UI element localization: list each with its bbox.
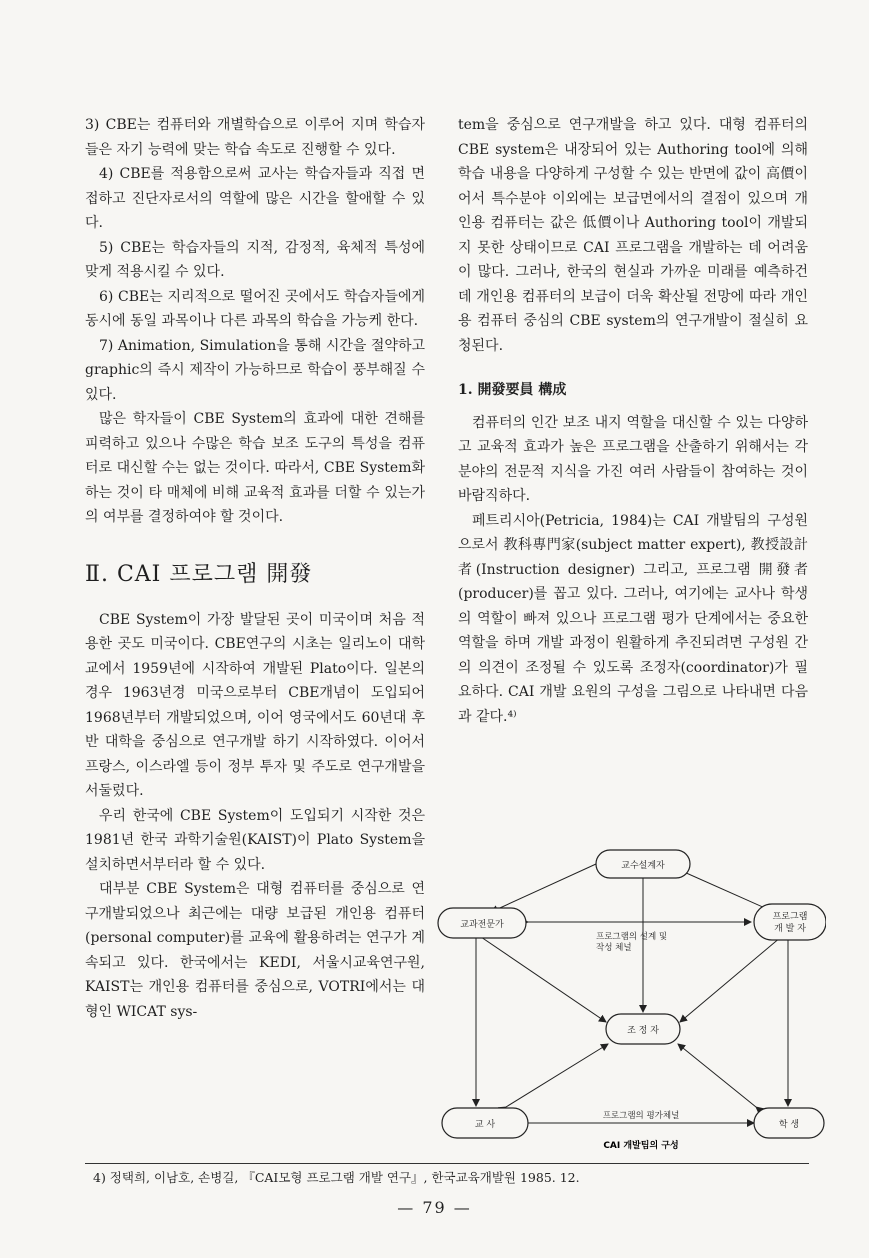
bottom-edge-label: 프로그램의 평가체널: [602, 1111, 680, 1121]
left-column: [85, 113, 425, 1024]
node-teacher-label: 교 사: [474, 1120, 496, 1130]
paragraph: CBE System이 가장 발달된 곳이 미국이며 처음 적용한 곳도 미국이다. CBE연구의 시초는 일리노이 대학교에서 1959년에 시작하여 개발된 Plato이다. 일본의 경우 1963년경 미국으로부터 CBE개념이 도입되어 1968년부터 개발되었으며, 이어 영국에서도 60년대 후반 대학을 중심으로 연구개발 하기 시작하였다. 이어서 프랑스, 이스라엘 등이 정부 투자 및 주도로 연구개발을 서둘렀다.: [85, 611, 425, 799]
node-subject-expert-label: 교과전문가: [460, 920, 504, 930]
paragraph: 대부분 CBE System은 대형 컴퓨터를 중심으로 연구개발되었으나 최근에는 대량 보급된 개인용 컴퓨터(personal computer)를 교육에 활용하려는 연구가 계속되고 있다. 한국에서는 KEDI, 서울시교육연구원, KAIST는 개인용 컴퓨터를 중심으로, VOTRI에서는 대형인 WICAT sys-: [85, 881, 425, 1020]
cai-team-diagram: [436, 842, 826, 1162]
right-column: [458, 113, 808, 729]
center-edge-label-1: 프로그램의 설계 및: [596, 932, 668, 942]
footnote-rule: [85, 1163, 809, 1164]
paragraph: 3) CBE는 컴퓨터와 개별학습으로 이루어 지며 학습자들은 자기 능력에 맞는 학습 속도로 진행할 수 있다.: [85, 117, 425, 158]
center-edge-label-2: 작성 체널: [596, 943, 632, 953]
paragraph: 페트리시아(Petricia, 1984)는 CAI 개발팀의 구성원으로서 教科專門家(subject matter expert), 教授設計者(Instruction designer) 그리고, 프로그램 開發者(producer)를 꼽고 있다. 그러나, 여기에는 교사나 학생의 역할이 빠져 있으나 프로그램 평가 단계에서는 중요한 역할을 하며 개발 과정이 원활하게 추진되려면 구성원 간의 의견이 조정될 수 있도록 조정자(coordinator)가 필요하다. CAI 개발 요원의 구성을 그림으로 나타내면 다음과 같다.⁴⁾: [458, 512, 808, 725]
node-producer: [754, 904, 826, 940]
edge-producer-coordinator: [680, 937, 781, 1022]
footnote: 4) 정택희, 이남호, 손병길, 『CAI모형 프로그램 개발 연구』, 한국교육개발원 1985. 12.: [93, 1170, 580, 1185]
paragraph: 많은 학자들이 CBE System의 효과에 대한 견해를 피력하고 있으나 수많은 학습 보조 도구의 특성을 컴퓨터로 대신할 수는 없는 것이다. 따라서, CBE System화하는 것이 타 매체에 비해 교육적 효과를 더할 수 있는가의 여부를 결정하여야 할 것이다.: [85, 411, 425, 525]
diagram-caption: CAI 개발팀의 구성: [603, 1141, 679, 1151]
edge-student-coordinator: [678, 1044, 756, 1107]
paragraph: 5) CBE는 학습자들의 지적, 감정적, 육체적 특성에 맞게 적용시킬 수 있다.: [85, 239, 425, 280]
node-coordinator-label: 조 정 자: [627, 1026, 659, 1036]
paragraph: 4) CBE를 적용함으로써 교사는 학습자들과 직접 면접하고 진단자로서의 역할에 많은 시간을 할애할 수 있다.: [85, 166, 425, 231]
paragraph: 우리 한국에 CBE System이 도입되기 시작한 것은 1981년 한국 과학기술원(KAIST)이 Plato System을 설치하면서부터라 할 수 있다.: [85, 807, 425, 873]
page-number: — 79 —: [397, 1198, 472, 1217]
paragraph: tem을 중심으로 연구개발을 하고 있다. 대형 컴퓨터의 CBE system은 내장되어 있는 Authoring tool에 의해 학습 내용을 다양하게 구성할 수 있는 반면에 값이 高價이어서 특수분야 이외에는 보급면에서의 결점이 있으며 개인용 컴퓨터는 값은 低價이나 Authoring tool이 개발되지 못한 상태이므로 CAI 프로그램을 개발하는 데 어려움이 많다. 그러나, 한국의 현실과 가까운 미래를 예측하건데 개인용 컴퓨터의 보급이 더욱 확산될 전망에 따라 개인용 컴퓨터 중심의 CBE system의 연구개발이 절실히 요청된다.: [458, 117, 808, 354]
node-student-label: 학 생: [778, 1120, 800, 1130]
sub-heading: 1. 開發要員 構成: [458, 382, 567, 398]
paragraph: 6) CBE는 지리적으로 떨어진 곳에서도 학습자들에게 동시에 동일 과목이나 다른 과목의 학습을 가능케 한다.: [85, 288, 425, 329]
node-producer-label-2: 개 발 자: [774, 924, 806, 934]
paragraph: 7) Animation, Simulation을 통해 시간을 절약하고 graphic의 즉시 제작이 가능하므로 학습이 풍부해질 수 있다.: [85, 337, 425, 403]
edge-teacher-coordinator: [506, 1044, 608, 1107]
node-designer-label: 교수설계자: [621, 861, 665, 871]
edge-subject-coordinator: [481, 937, 606, 1022]
edge-designer-subject: [491, 864, 596, 912]
section-heading: Ⅱ. CAI 프로그램 開發: [85, 561, 313, 587]
node-producer-label-1: 프로그램: [772, 912, 808, 922]
paragraph: 컴퓨터의 인간 보조 내지 역할을 대신할 수 있는 다양하고 교육적 효과가 높은 프로그램을 산출하기 위해서는 각 분야의 전문적 지식을 가진 여러 사람들이 참여하는 것이 바람직하다.: [458, 414, 808, 504]
diagram-svg: [436, 842, 826, 1162]
